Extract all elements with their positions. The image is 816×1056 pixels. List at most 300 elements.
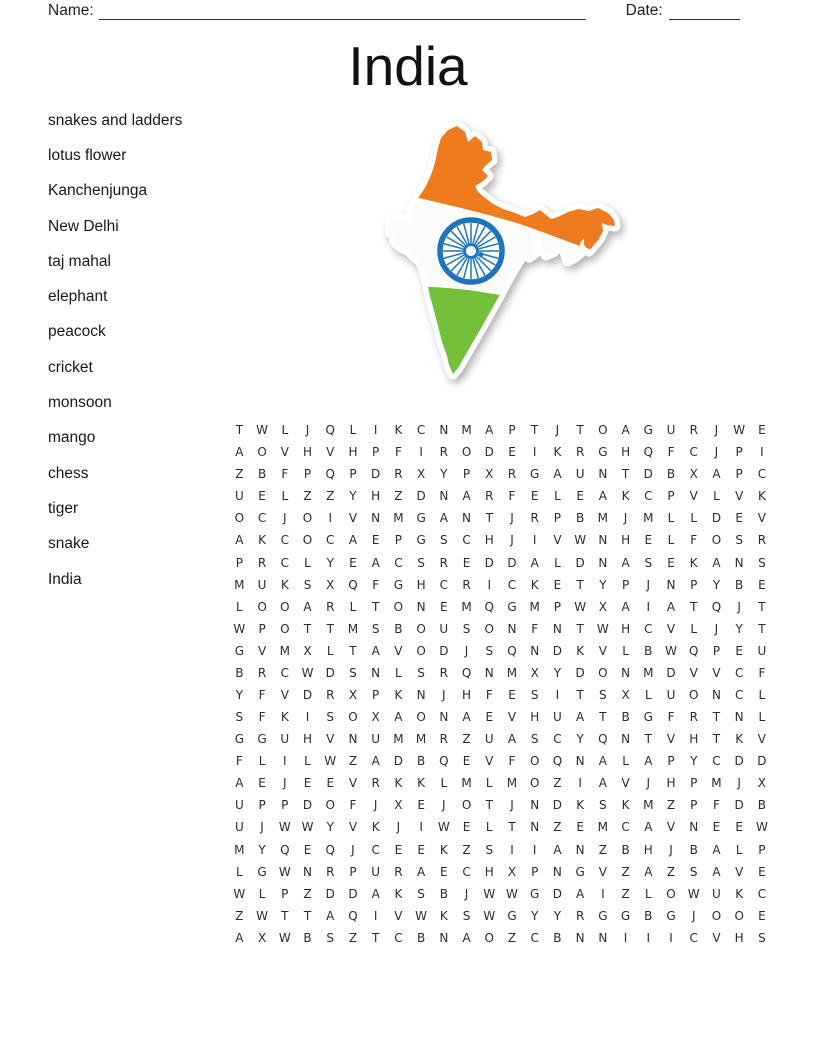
grid-letter: O [529,754,540,769]
grid-letter: T [758,621,766,636]
grid-letter: C [644,621,653,636]
grid-letter: N [575,930,585,945]
grid-letter: J [283,776,287,791]
grid-letter: G [257,864,267,879]
grid-letter: R [439,665,448,680]
grid-letter: C [644,489,653,504]
grid-letter: W [687,886,700,901]
grid-letter: K [280,577,289,592]
grid-letter: B [416,930,426,945]
grid-letter: V [348,511,358,526]
grid-letter: K [757,489,766,504]
grid-letter: B [439,886,448,901]
grid-letter: Z [303,489,312,504]
grid-letter: J [464,886,469,901]
grid-letter: I [646,930,651,945]
grid-letter: V [621,776,630,791]
grid-letter: N [734,710,744,725]
grid-letter: B [235,665,244,680]
grid-letter: I [760,445,764,460]
grid-letter: K [735,886,744,901]
grid-letter: T [349,643,357,658]
grid-letter: R [575,445,585,460]
grid-letter: V [757,732,766,747]
grid-letter: X [416,467,426,482]
grid-letter: L [258,886,266,901]
grid-letter: Z [666,798,676,813]
grid-letter: D [348,886,358,901]
grid-letter: K [439,908,448,923]
grid-letter: W [506,886,518,901]
grid-letter: L [349,423,357,438]
grid-letter: C [394,555,403,570]
grid-letter: V [507,710,517,725]
grid-letter: R [326,599,335,614]
grid-letter: V [348,820,358,835]
grid-letter: F [372,577,380,592]
grid-letter: J [283,511,287,526]
grid-letter: C [280,555,289,570]
grid-letter: S [417,665,425,680]
grid-letter: P [690,776,698,791]
grid-letter: H [689,732,699,747]
grid-letter: V [689,665,698,680]
grid-letter: D [711,511,722,526]
grid-letter: Q [348,908,358,923]
grid-letter: F [394,445,402,460]
grid-letter: U [575,467,585,482]
grid-letter: M [643,665,654,680]
grid-letter: E [258,489,266,504]
grid-letter: M [506,665,518,680]
grid-letter: O [302,511,313,526]
grid-letter: E [462,754,471,769]
grid-letter: V [280,687,289,702]
grid-letter: B [394,621,403,636]
grid-letter: G [234,643,245,658]
grid-letter: C [734,687,744,702]
grid-letter: Z [621,864,630,879]
grid-letter: Z [303,886,312,901]
grid-letter: A [598,776,607,791]
grid-letter: X [507,864,517,879]
grid-letter: I [532,842,537,857]
grid-letter: N [689,820,699,835]
grid-letter: Y [712,577,721,592]
grid-letter: I [419,820,423,835]
grid-letter: T [712,710,721,725]
grid-letter: Q [325,842,335,857]
grid-letter: Y [599,577,607,592]
grid-letter: W [596,621,609,636]
grid-letter: W [665,643,677,658]
grid-letter: F [531,621,539,636]
grid-letter: O [461,445,472,460]
grid-letter: L [644,687,652,702]
grid-letter: C [712,754,721,769]
grid-letter: T [485,798,493,813]
grid-letter: W [233,621,246,636]
grid-letter: E [530,489,539,504]
grid-letter: D [666,665,676,680]
grid-letter: A [462,489,471,504]
grid-letter: E [553,577,562,592]
grid-letter: V [689,489,698,504]
grid-letter: P [258,798,266,813]
grid-letter: A [553,467,562,482]
grid-letter: Z [598,842,607,857]
grid-letter: M [461,776,472,791]
grid-letter: C [257,511,267,526]
grid-letter: L [735,842,743,857]
grid-letter: Z [666,864,676,879]
grid-letter: H [666,776,676,791]
grid-letter: W [755,820,768,835]
grid-letter: D [575,555,585,570]
grid-letter: R [439,555,448,570]
grid-letter: S [326,930,335,945]
grid-letter: G [416,533,426,548]
grid-letter: L [304,555,311,570]
grid-letter: E [712,820,721,835]
grid-letter: A [621,555,630,570]
grid-letter: L [554,555,561,570]
grid-letter: S [417,886,425,901]
grid-letter: Y [553,908,562,923]
grid-letter: K [394,886,403,901]
grid-letter: D [325,665,335,680]
grid-letter: E [576,820,584,835]
grid-letter: H [530,710,540,725]
grid-letter: Q [507,643,517,658]
grid-letter: P [235,555,243,570]
grid-letter: A [666,599,676,614]
grid-letter: E [735,820,743,835]
grid-letter: C [507,577,517,592]
grid-letter: C [734,665,744,680]
grid-letter: P [394,533,403,548]
grid-letter: E [758,908,766,923]
grid-letter: K [417,776,426,791]
grid-letter: X [621,687,630,702]
grid-letter: I [578,776,582,791]
grid-letter: W [483,908,496,923]
grid-letter: Z [235,908,244,923]
grid-letter: Z [348,930,358,945]
grid-letter: W [278,930,291,945]
grid-letter: H [621,445,631,460]
grid-letter: J [737,599,741,614]
grid-letter: E [462,820,471,835]
grid-letter: T [690,599,698,614]
grid-letter: I [283,754,287,769]
grid-letter: N [484,665,494,680]
grid-letter: V [326,445,335,460]
grid-letter: D [439,643,449,658]
grid-letter: A [712,467,721,482]
grid-letter: U [553,710,562,725]
grid-letter: I [328,511,332,526]
grid-letter: W [437,820,450,835]
grid-letter: R [439,732,448,747]
grid-letter: B [303,930,312,945]
grid-letter: I [305,710,310,725]
grid-letter: F [349,798,357,813]
grid-letter: I [487,577,492,592]
grid-letter: V [598,643,607,658]
grid-letter: J [442,687,446,702]
grid-letter: F [758,665,766,680]
grid-letter: S [758,930,766,945]
grid-letter: G [416,511,426,526]
grid-letter: N [575,842,585,857]
grid-letter: E [644,533,653,548]
grid-letter: S [530,732,539,747]
grid-letter: E [394,842,403,857]
grid-letter: K [280,710,289,725]
grid-letter: A [712,842,721,857]
grid-letter: J [464,643,469,658]
grid-letter: P [349,467,357,482]
grid-letter: G [507,599,517,614]
grid-letter: T [576,687,584,702]
grid-letter: Q [280,842,290,857]
grid-letter: N [348,732,358,747]
grid-letter: S [462,621,471,636]
grid-letter: E [303,776,312,791]
grid-letter: A [235,445,244,460]
grid-letter: R [326,687,335,702]
grid-letter: E [326,776,335,791]
word-list-item: monsoon [48,394,112,412]
grid-letter: B [416,754,426,769]
grid-letter: U [257,577,267,592]
grid-letter: H [462,687,472,702]
grid-letter: Q [711,599,722,614]
word-list-item: chess [48,464,89,482]
grid-letter: N [621,732,631,747]
grid-letter: N [530,820,540,835]
grid-letter: W [574,533,587,548]
grid-letter: H [643,842,653,857]
grid-letter: B [621,842,630,857]
grid-letter: N [507,621,517,636]
grid-letter: M [643,511,654,526]
grid-letter: A [439,511,448,526]
grid-letter: J [714,621,719,636]
grid-letter: E [417,798,425,813]
grid-letter: E [303,842,312,857]
grid-letter: B [644,643,653,658]
grid-letter: A [576,710,585,725]
grid-letter: P [690,798,698,813]
grid-letter: M [597,511,609,526]
grid-letter: B [757,798,766,813]
name-label: Name: [48,2,94,19]
grid-letter: P [735,445,743,460]
grid-letter: T [621,467,630,482]
chakra-dot [479,252,484,257]
grid-letter: O [598,423,608,438]
grid-letter: M [506,776,518,791]
grid-letter: E [735,643,743,658]
grid-letter: O [393,599,404,614]
grid-letter: Q [325,423,335,438]
grid-letter: A [394,710,403,725]
word-search-grid [228,419,773,949]
word-list-item: snake [48,535,90,553]
grid-letter: R [507,467,517,482]
grid-letter: C [439,577,449,592]
grid-letter: C [280,533,289,548]
grid-letter: R [394,467,403,482]
grid-letter: N [439,489,449,504]
grid-letter: J [396,820,401,835]
grid-letter: D [302,687,313,702]
grid-letter: M [461,599,472,614]
grid-letter: N [598,533,608,548]
grid-letter: K [530,577,539,592]
grid-letter: G [620,908,631,923]
grid-letter: Y [440,467,448,482]
grid-letter: X [689,467,698,482]
grid-letter: R [371,776,380,791]
grid-letter: R [530,511,539,526]
grid-letter: V [666,621,676,636]
grid-letter: I [555,687,560,702]
grid-letter: N [530,798,540,813]
grid-letter: N [439,423,449,438]
grid-letter: E [508,445,516,460]
grid-letter: J [260,820,264,835]
grid-letter: A [235,776,244,791]
grid-letter: Y [326,820,334,835]
grid-letter: V [394,643,403,658]
grid-letter: A [621,599,630,614]
grid-letter: R [485,489,494,504]
grid-letter: L [758,710,766,725]
grid-letter: L [236,864,243,879]
grid-letter: S [485,842,494,857]
grid-letter: B [576,511,585,526]
grid-letter: V [257,643,267,658]
grid-letter: P [349,864,357,879]
grid-letter: Z [507,930,517,945]
grid-letter: R [257,555,267,570]
grid-letter: F [713,798,720,813]
grid-letter: S [735,533,743,548]
grid-letter: N [439,930,449,945]
grid-letter: O [280,621,290,636]
grid-letter: J [510,511,514,526]
grid-letter: C [280,665,289,680]
grid-letter: W [278,864,291,879]
grid-letter: E [462,555,471,570]
grid-letter: L [485,776,493,791]
grid-letter: B [666,467,676,482]
grid-letter: W [415,908,428,923]
grid-letter: D [371,467,381,482]
grid-letter: G [643,710,653,725]
grid-letter: O [711,908,722,923]
grid-letter: T [485,511,493,526]
grid-letter: F [235,754,243,769]
grid-letter: U [280,732,290,747]
grid-letter: W [278,820,291,835]
grid-letter: I [419,445,423,460]
grid-letter: C [621,820,630,835]
grid-letter: J [510,533,514,548]
date-blank-line [669,2,740,20]
grid-letter: O [257,599,267,614]
grid-letter: K [621,798,630,813]
grid-letter: N [303,864,312,879]
grid-letter: T [644,732,652,747]
grid-letter: D [552,643,563,658]
grid-letter: O [416,621,426,636]
grid-letter: G [598,908,608,923]
grid-letter: S [417,555,425,570]
grid-letter: Q [325,467,335,482]
word-list-item: cricket [48,358,93,376]
grid-letter: W [301,665,314,680]
grid-letter: H [621,621,631,636]
word-list-item: lotus flower [48,146,127,164]
grid-letter: N [530,643,540,658]
grid-letter: E [258,776,266,791]
grid-letter: L [667,511,675,526]
grid-letter: W [256,423,269,438]
grid-letter: W [733,423,746,438]
grid-letter: L [440,776,448,791]
grid-letter: V [598,864,607,879]
grid-letter: V [280,445,289,460]
grid-letter: W [301,820,314,835]
grid-letter: D [507,555,517,570]
grid-letter: V [735,864,744,879]
grid-letter: N [552,621,562,636]
flag-green-band [385,287,625,390]
grid-letter: J [669,842,673,857]
grid-letter: V [757,511,766,526]
grid-letter: X [371,710,380,725]
grid-letter: X [257,930,267,945]
grid-letter: V [553,533,562,548]
grid-letter: T [576,423,584,438]
grid-letter: T [235,423,244,438]
grid-letter: U [234,489,244,504]
grid-letter: W [574,599,587,614]
grid-letter: K [576,643,585,658]
grid-letter: A [417,864,426,879]
grid-letter: T [576,577,584,592]
grid-letter: N [621,665,631,680]
grid-letter: S [689,864,698,879]
grid-letter: X [530,665,539,680]
grid-letter: J [510,798,514,813]
grid-letter: L [667,533,675,548]
grid-letter: P [553,511,562,526]
grid-letter: L [554,489,561,504]
grid-letter: R [689,423,698,438]
grid-letter: N [371,665,381,680]
grid-letter: T [303,621,312,636]
grid-letter: B [689,842,698,857]
grid-letter: Z [553,776,562,791]
grid-letter: K [621,489,630,504]
grid-letter: B [621,710,630,725]
grid-letter: D [552,886,563,901]
